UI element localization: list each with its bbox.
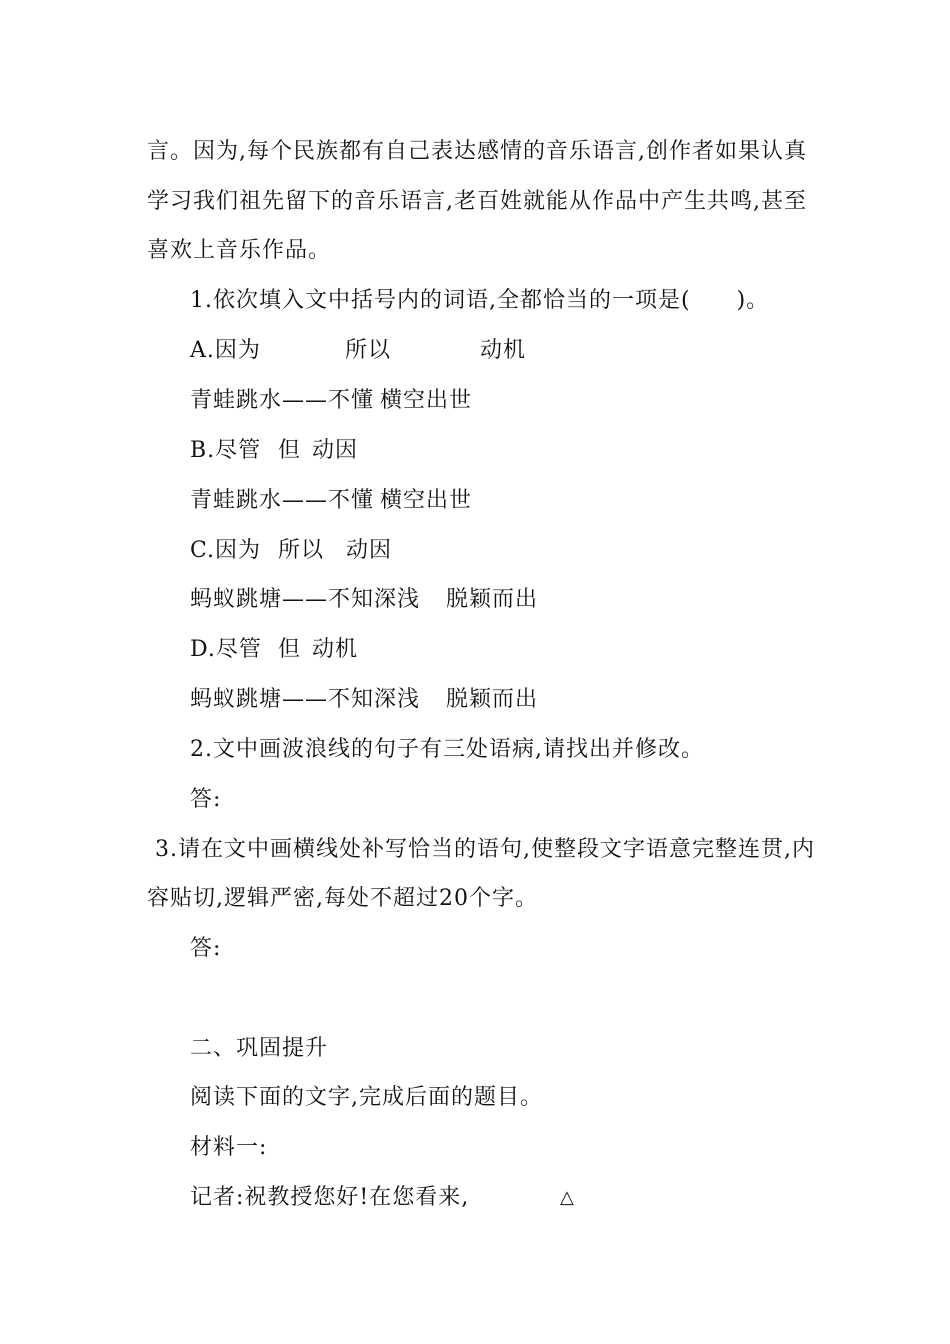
section-2-heading: 二、巩固提升 [190, 1036, 329, 1061]
paragraph-line-1: 言。因为,每个民族都有自己表达感情的音乐语言,创作者如果认真 [147, 139, 807, 164]
option-b-words [190, 436, 590, 466]
option-a-words [190, 336, 590, 366]
option-c-word-1: C.因为 [190, 538, 262, 563]
option-a-word-2: 所以 [345, 338, 392, 363]
question-2-stem: 2.文中画波浪线的句子有三处语病,请找出并修改。 [190, 737, 704, 762]
option-d-idiom-2: 脱颖而出 [446, 687, 539, 712]
question-3-line-1: 3.请在文中画横线处补写恰当的语句,使整段文字语意完整连贯,内 [155, 837, 815, 862]
option-a-idiom-2: 横空出世 [380, 388, 473, 413]
question-3-line-2: 容贴切,逻辑严密,每处不超过20个字。 [147, 886, 538, 911]
option-c-idiom-1: 蚂蚁跳塘——不知深浅 [190, 587, 421, 612]
question-2-answer-label: 答: [190, 787, 222, 812]
option-b-word-2: 但 [278, 438, 302, 463]
option-a-idiom-1: 青蛙跳水——不懂 [190, 388, 375, 413]
option-c-idiom-2: 脱颖而出 [446, 587, 539, 612]
option-d-idioms [190, 685, 590, 715]
question-1-stem: 1.依次填入文中括号内的词语,全都恰当的一项是( )。 [190, 288, 770, 313]
option-a-idioms [190, 386, 590, 416]
option-d-word-3: 动机 [312, 637, 359, 662]
option-d-word-1: D.尽管 [190, 637, 262, 662]
option-c-idioms [190, 585, 590, 615]
question-3-answer-label: 答: [190, 936, 222, 961]
option-b-idiom-2: 横空出世 [380, 488, 473, 513]
option-c-words [190, 536, 590, 566]
material-1-label: 材料一: [190, 1135, 268, 1160]
option-c-word-2: 所以 [278, 538, 325, 563]
option-d-idiom-1: 蚂蚁跳塘——不知深浅 [190, 687, 421, 712]
interview-line: 记者:祝教授您好!在您看来, [190, 1185, 470, 1210]
option-a-word-3: 动机 [480, 338, 527, 363]
section-2-instruction: 阅读下面的文字,完成后面的题目。 [190, 1085, 543, 1110]
option-b-idiom-1: 青蛙跳水——不懂 [190, 488, 375, 513]
paragraph-line-2: 学习我们祖先留下的音乐语言,老百姓就能从作品中产生共鸣,甚至 [147, 189, 807, 214]
option-b-word-3: 动因 [312, 438, 359, 463]
option-d-word-2: 但 [278, 637, 302, 662]
option-c-word-3: 动因 [346, 538, 393, 563]
option-d-words [190, 635, 590, 665]
blank-triangle-marker: △ [560, 1187, 574, 1208]
option-a-word-1: A.因为 [190, 338, 261, 363]
option-b-word-1: B.尽管 [190, 438, 262, 463]
paragraph-line-3: 喜欢上音乐作品。 [147, 238, 332, 263]
option-b-idioms [190, 486, 590, 516]
